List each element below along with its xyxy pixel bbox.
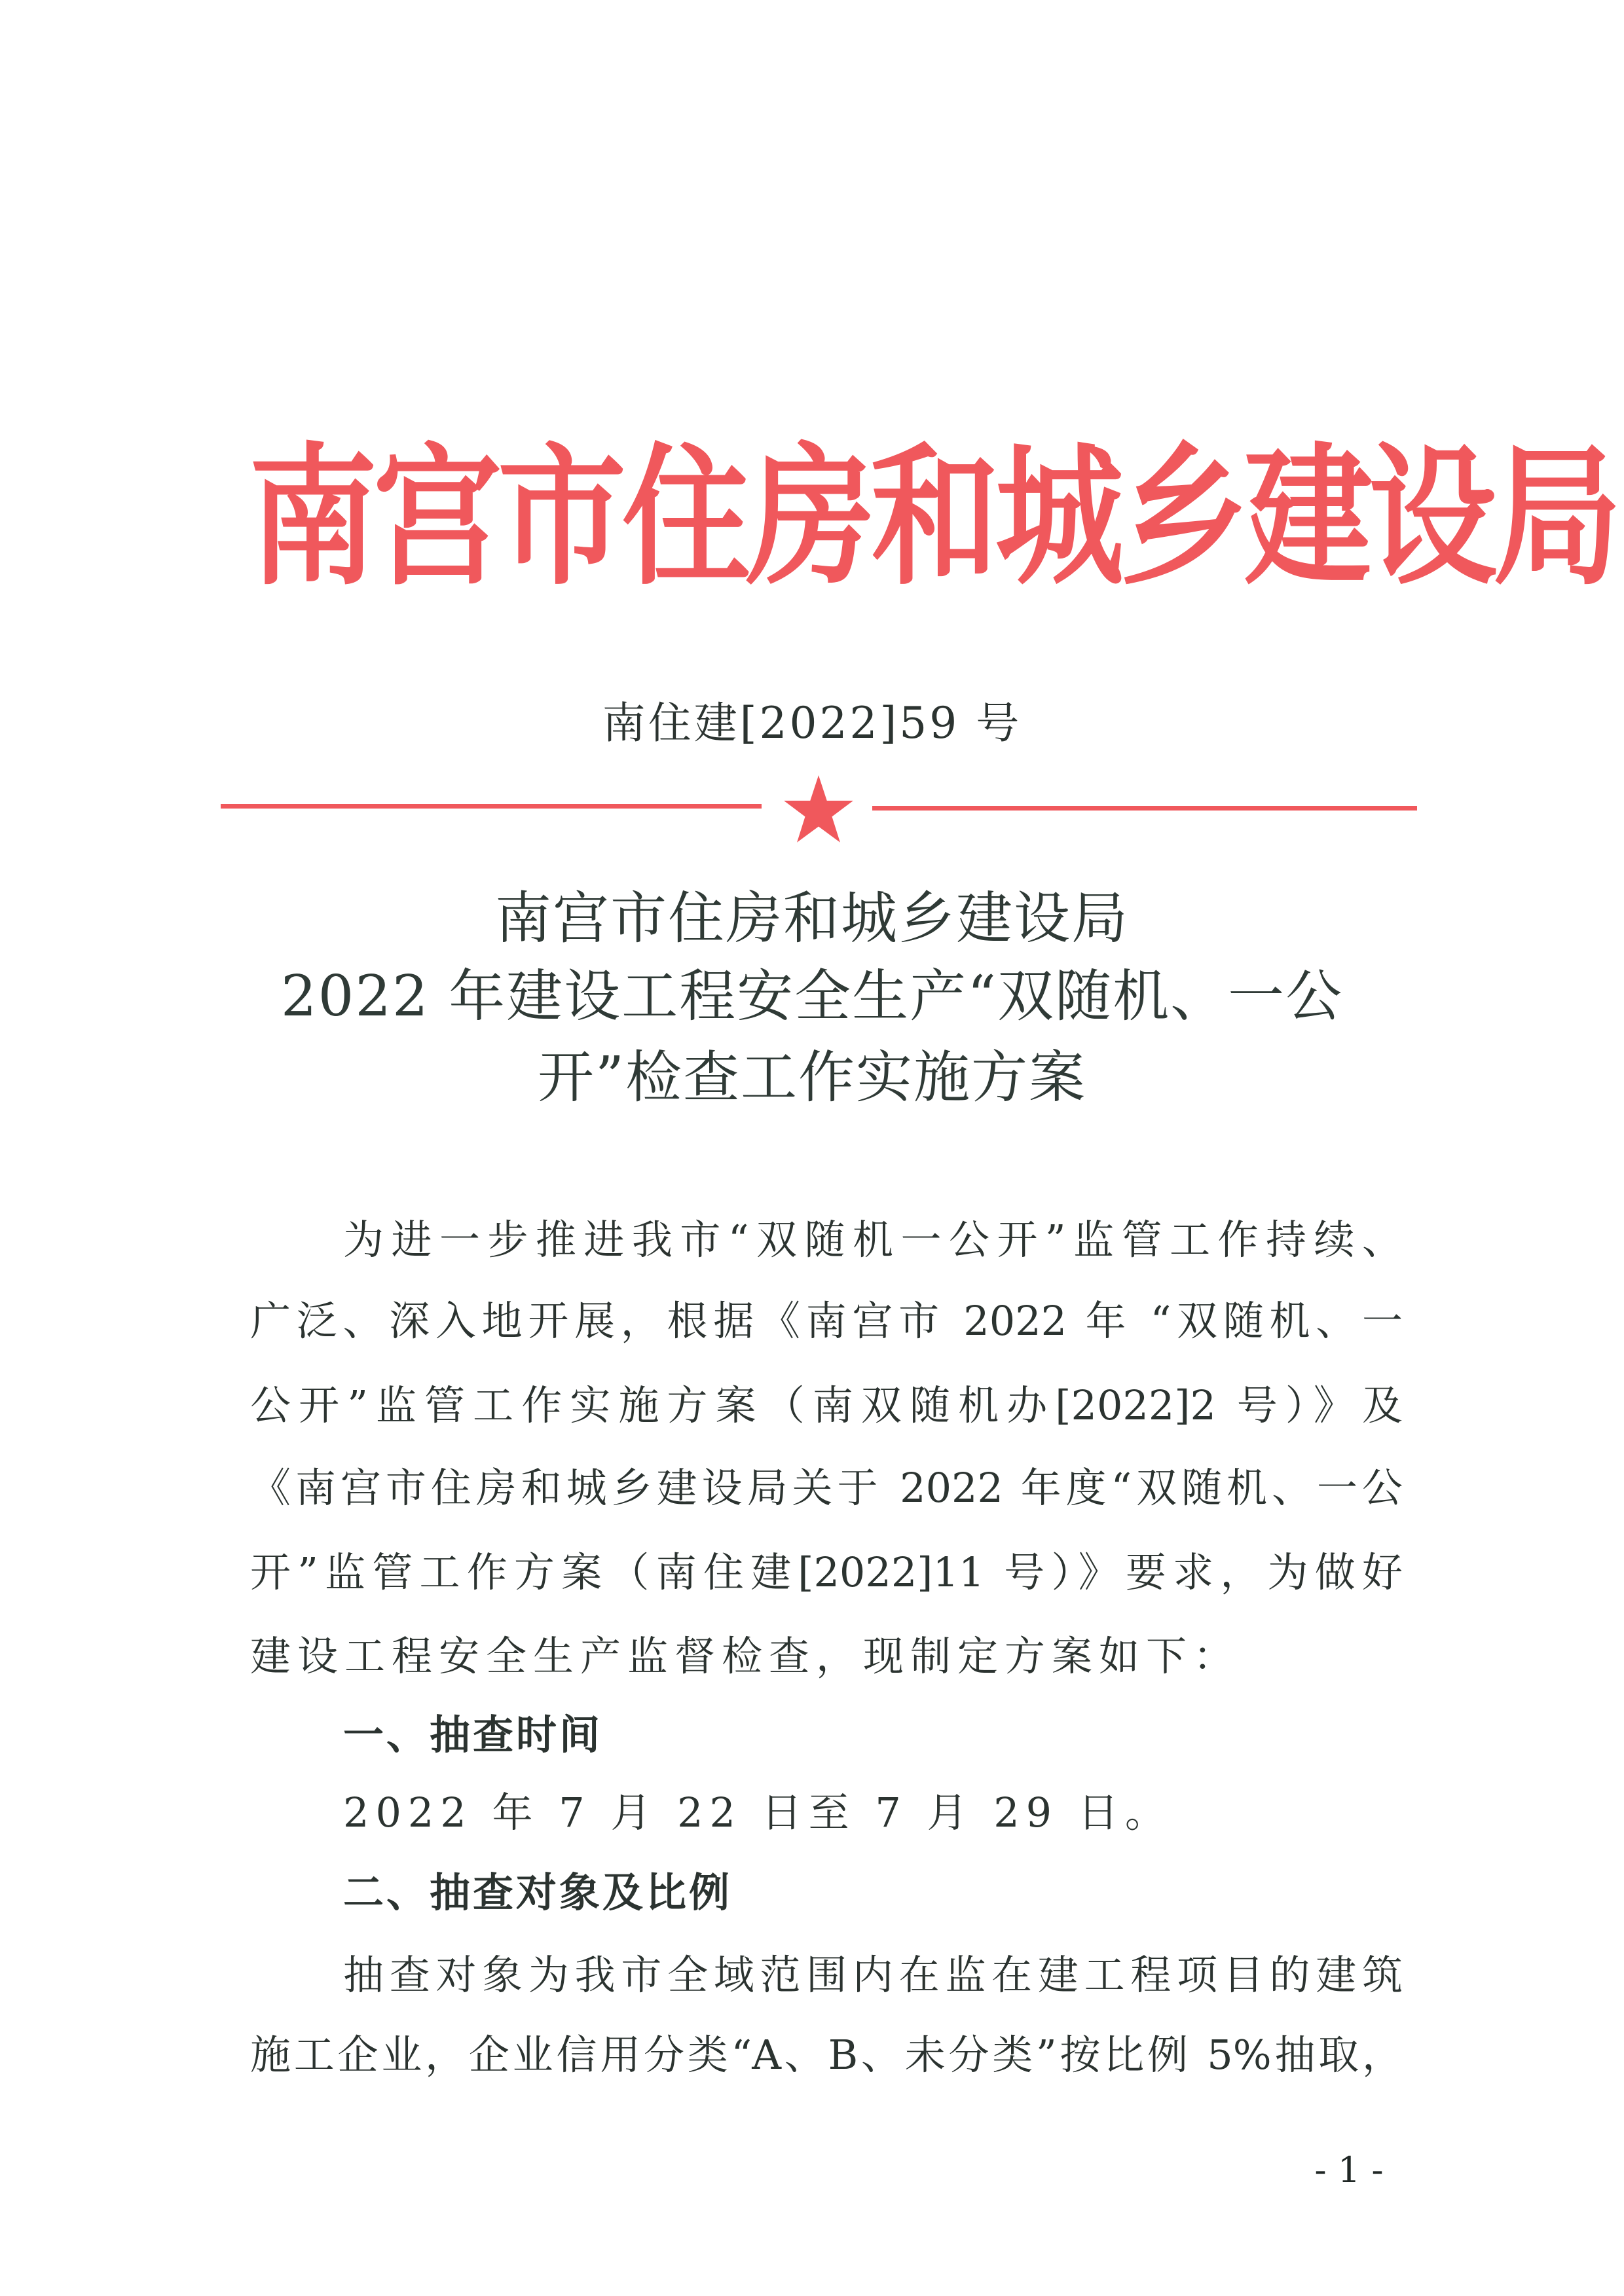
document-number: 南住建[2022]59 号 — [602, 698, 1022, 748]
red-star-icon — [783, 774, 855, 845]
section-heading-2: 二、抽查对象及比例 — [343, 1868, 733, 1916]
section-2-line-1: 抽查对象为我市全域范围内在监在建工程项目的建筑 — [343, 1951, 1403, 1999]
intro-line-5: 开”监管工作方案（南住建[2022]11 号）》要求，为做好 — [250, 1548, 1403, 1596]
page-number: - 1 - — [1314, 2149, 1384, 2191]
intro-line-1: 为进一步推进我市“双随机一公开”监管工作持续、 — [343, 1216, 1403, 1264]
intro-line-4: 《南宫市住房和城乡建设局关于 2022 年度“双随机、一公 — [250, 1464, 1403, 1512]
title-line-1: 南宫市住房和城乡建设局 — [495, 886, 1129, 951]
title-line-2: 2022 年建设工程安全生产“双随机、一公 — [280, 964, 1344, 1029]
section-1-line-1: 2022 年 7 月 22 日至 7 月 29 日。 — [343, 1789, 1172, 1836]
red-divider-right — [872, 806, 1417, 811]
title-line-3: 开”检查工作实施方案 — [538, 1045, 1086, 1110]
red-divider-left — [221, 804, 762, 809]
issuer-red-header: 南宫市住房和城乡建设局 — [249, 428, 1618, 606]
intro-line-2: 广泛、深入地开展，根据《南宫市 2022 年 “双随机、一 — [250, 1297, 1403, 1345]
section-2-line-2: 施工企业，企业信用分类“A、B、未分类”按比例 5%抽取， — [250, 2031, 1403, 2079]
intro-line-3: 公开”监管工作实施方案（南双随机办[2022]2 号）》及 — [250, 1381, 1403, 1429]
section-heading-1: 一、抽查时间 — [343, 1711, 603, 1758]
intro-line-6: 建设工程安全生产监督检查，现制定方案如下： — [250, 1632, 1241, 1680]
